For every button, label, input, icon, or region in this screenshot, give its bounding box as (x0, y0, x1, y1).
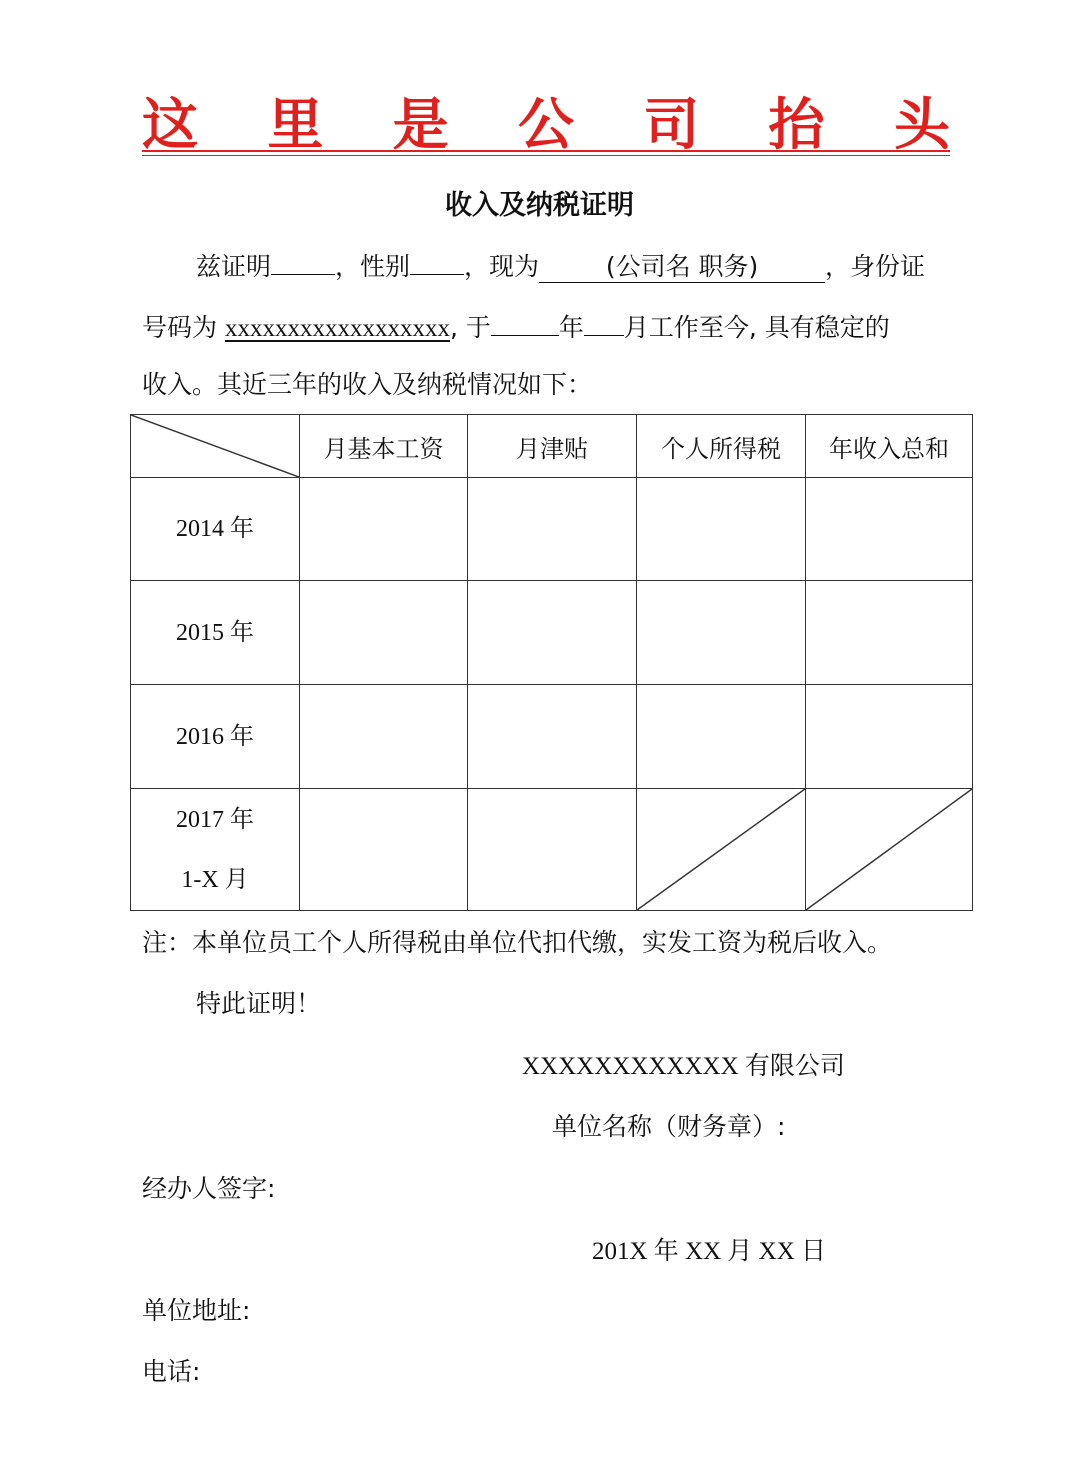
header-annual-total: 年收入总和 (806, 415, 973, 478)
diagonal-line (131, 415, 299, 477)
input-cell[interactable] (300, 478, 468, 581)
letterhead-rule-thick (142, 150, 950, 152)
body-line-1 (196, 246, 925, 285)
input-cell[interactable] (468, 789, 637, 911)
phone-label: 电话: (142, 1357, 201, 1386)
diagonal-line (637, 789, 805, 910)
gender-label: ，性别 (335, 252, 411, 281)
company-letterhead (142, 95, 950, 157)
letterhead-char: 这 (142, 93, 198, 158)
letterhead-char: 头 (893, 93, 950, 158)
handler-signature-label: 经办人签字: (142, 1174, 276, 1203)
letterhead-char: 抬 (768, 93, 825, 158)
table-row (131, 581, 973, 685)
letterhead-char: 是 (392, 93, 449, 158)
id-number-value: xxxxxxxxxxxxxxxxxx (224, 315, 450, 342)
gender-blank[interactable] (410, 246, 464, 275)
month-rest: 月工作至今, 具有稳定的 (623, 313, 890, 342)
corner-diagonal-cell (131, 415, 300, 478)
table-row (131, 478, 973, 581)
input-cell[interactable] (806, 581, 973, 685)
position-label: ，现为 (464, 252, 540, 281)
input-cell[interactable] (806, 685, 973, 789)
start-year-blank[interactable] (491, 307, 559, 336)
header-income-tax: 个人所得税 (637, 415, 806, 478)
row-year-label (131, 789, 300, 911)
row-year-label: 2016 年 (131, 685, 300, 789)
row-year-label-line1: 2017 年 (176, 806, 254, 833)
tax-note: 注：本单位员工个人所得税由单位代扣代缴，实发工资为税后收入。 (142, 928, 893, 957)
letterhead-char: 里 (267, 93, 324, 158)
header-allowance: 月津贴 (468, 415, 637, 478)
letterhead-char: 司 (643, 93, 700, 158)
year-unit: 年 (558, 313, 584, 342)
letterhead-char: 公 (517, 93, 574, 158)
start-label: , 于 (449, 313, 491, 342)
name-blank[interactable] (271, 246, 335, 275)
company-position-blank[interactable]: (公司名 职务) (539, 252, 825, 283)
crossed-out-cell (637, 789, 806, 911)
input-cell[interactable] (637, 478, 806, 581)
row-year-label: 2015 年 (131, 581, 300, 685)
closing-statement: 特此证明！ (196, 989, 322, 1018)
unit-seal-label: 单位名称（财务章）: (552, 1112, 786, 1141)
body-line-2 (142, 307, 890, 347)
input-cell[interactable] (637, 581, 806, 685)
company-name: XXXXXXXXXXXX 有限公司 (522, 1053, 845, 1080)
address-label: 单位地址: (142, 1296, 251, 1325)
certify-prefix: 兹证明 (196, 252, 272, 281)
issue-date: 201X 年 XX 月 XX 日 (592, 1238, 827, 1265)
input-cell[interactable] (806, 478, 973, 581)
input-cell[interactable] (468, 685, 637, 789)
table-row (131, 789, 973, 911)
diagonal-line (806, 789, 972, 910)
input-cell[interactable] (468, 478, 637, 581)
body-line-3: 收入。其近三年的收入及纳税情况如下： (142, 370, 593, 399)
letterhead-rule-thin (142, 155, 950, 156)
table-row (131, 685, 973, 789)
header-basic-salary: 月基本工资 (300, 415, 468, 478)
id-number-label: 号码为 (142, 313, 225, 342)
input-cell[interactable] (300, 685, 468, 789)
input-cell[interactable] (468, 581, 637, 685)
input-cell[interactable] (637, 685, 806, 789)
crossed-out-cell (806, 789, 973, 911)
input-cell[interactable] (300, 581, 468, 685)
start-month-blank[interactable] (584, 307, 624, 336)
table-header-row (131, 415, 973, 478)
id-label: ，身份证 (825, 252, 926, 281)
row-year-label: 2014 年 (131, 478, 300, 581)
income-tax-table (130, 414, 973, 911)
row-year-label-line2: 1-X 月 (181, 866, 249, 893)
input-cell[interactable] (300, 789, 468, 911)
document-title: 收入及纳税证明 (445, 190, 634, 221)
